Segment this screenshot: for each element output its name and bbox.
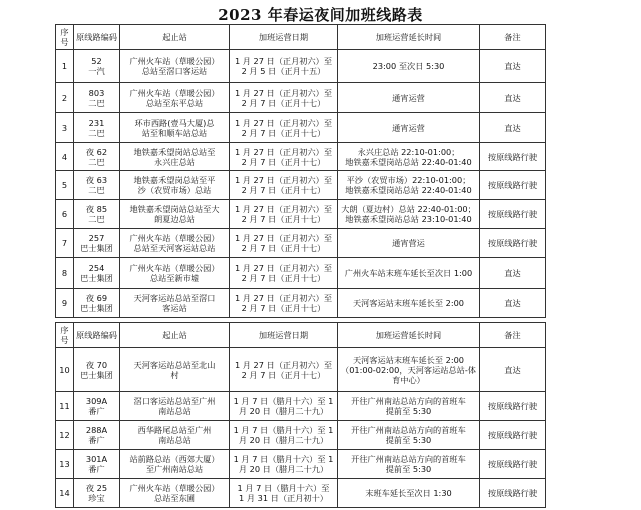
- header-no: 序号: [56, 323, 74, 348]
- extended-hours: 开往广州南站总站方向的首班车 提前至 5:30: [338, 450, 480, 479]
- header-note: 备注: [480, 25, 546, 50]
- route-code: 夜 25 珍宝: [74, 479, 120, 508]
- extended-hours: 天河客运站末班车延长至 2:00 （01:00-02:00，天河客运站总站-体 育中心）: [338, 348, 480, 392]
- route-stops: 西华路尾总站至广州 南站总站: [120, 421, 230, 450]
- route-note: 直达: [480, 83, 546, 113]
- route-code: 288A 番广: [74, 421, 120, 450]
- table-row: [56, 229, 546, 258]
- row-number: 14: [56, 479, 74, 508]
- table-row: [56, 50, 546, 83]
- route-note: 按原线路行驶: [480, 229, 546, 258]
- route-code: 301A 番广: [74, 450, 120, 479]
- service-dates: 1 月 7 日（腊月十六）至 1 月 20 日（腊月二十九）: [230, 421, 338, 450]
- route-note: 按原线路行驶: [480, 421, 546, 450]
- route-code: 803 二巴: [74, 83, 120, 113]
- row-number: 10: [56, 348, 74, 392]
- route-code: 夜 62 二巴: [74, 143, 120, 171]
- extended-hours: 天河客运站末班车延长至 2:00: [338, 289, 480, 318]
- service-dates: 1 月 27 日（正月初六）至 2 月 7 日（正月十七）: [230, 113, 338, 143]
- row-number: 13: [56, 450, 74, 479]
- extended-hours: 永兴庄总站 22:10-01:00； 地铁嘉禾望岗站总站 22:40-01:40: [338, 143, 480, 171]
- route-code: 231 二巴: [74, 113, 120, 143]
- route-code: 254 巴士集团: [74, 258, 120, 289]
- header-code: 原线路编码: [74, 25, 120, 50]
- page-title: 2023 年春运夜间加班线路表: [218, 6, 423, 24]
- extended-hours: 通宵运营: [338, 113, 480, 143]
- row-number: 3: [56, 113, 74, 143]
- route-note: 按原线路行驶: [480, 171, 546, 200]
- header-code: 原线路编码: [74, 323, 120, 348]
- route-code: 夜 69 巴士集团: [74, 289, 120, 318]
- service-dates: 1 月 27 日（正月初六）至 2 月 7 日（正月十七）: [230, 289, 338, 318]
- row-number: 8: [56, 258, 74, 289]
- route-stops: 滘口客运站总站至广州 南站总站: [120, 392, 230, 421]
- route-stops: 环市西路(壹马大厦)总 站至和顺车站总站: [120, 113, 230, 143]
- route-note: 按原线路行驶: [480, 392, 546, 421]
- route-stops: 广州火车站（草暖公园） 总站至天河客运站总站: [120, 229, 230, 258]
- schedule-table-1: [55, 24, 546, 318]
- table-row: [56, 83, 546, 113]
- extended-hours: 开往广州南站总站方向的首班车 提前至 5:30: [338, 392, 480, 421]
- route-stops: 天河客运站总站至北山 村: [120, 348, 230, 392]
- service-dates: 1 月 27 日（正月初六）至 2 月 7 日（正月十七）: [230, 258, 338, 289]
- table-header-row: [56, 323, 546, 348]
- service-dates: 1 月 7 日（腊月十六）至 1 月 31 日（正月初十）: [230, 479, 338, 508]
- route-stops: 广州火车站（草暖公园） 总站至新市墟: [120, 258, 230, 289]
- header-stops: 起止站: [120, 323, 230, 348]
- service-dates: 1 月 27 日（正月初六）至 2 月 7 日（正月十七）: [230, 143, 338, 171]
- service-dates: 1 月 27 日（正月初六）至 2 月 7 日（正月十七）: [230, 200, 338, 229]
- extended-hours: 平沙（农贸市场）22:10-01:00； 地铁嘉禾望岗站总站 22:40-01:40: [338, 171, 480, 200]
- route-note: 直达: [480, 258, 546, 289]
- route-stops: 广州火车站（草暖公园） 总站至东平总站: [120, 83, 230, 113]
- table-row: [56, 348, 546, 392]
- row-number: 11: [56, 392, 74, 421]
- route-stops: 广州火车站（草暖公园） 总站至东圃: [120, 479, 230, 508]
- header-dates: 加班运营日期: [230, 323, 338, 348]
- route-note: 按原线路行驶: [480, 200, 546, 229]
- route-stops: 地铁嘉禾望岗站总站至 永兴庄总站: [120, 143, 230, 171]
- header-extension: 加班运营延长时间: [338, 323, 480, 348]
- extended-hours: 广州火车站末班车延长至次日 1:00: [338, 258, 480, 289]
- route-code: 夜 85 二巴: [74, 200, 120, 229]
- route-stops: 站前路总站（西郊大厦） 至广州南站总站: [120, 450, 230, 479]
- route-code: 夜 70 巴士集团: [74, 348, 120, 392]
- table-row: [56, 421, 546, 450]
- route-note: 直达: [480, 348, 546, 392]
- route-code: 257 巴士集团: [74, 229, 120, 258]
- row-number: 4: [56, 143, 74, 171]
- row-number: 7: [56, 229, 74, 258]
- table-row: [56, 450, 546, 479]
- table-row: [56, 479, 546, 508]
- route-stops: 地铁嘉禾望岗站总站至大 朗夏边总站: [120, 200, 230, 229]
- service-dates: 1 月 27 日（正月初六）至 2 月 7 日（正月十七）: [230, 348, 338, 392]
- row-number: 12: [56, 421, 74, 450]
- row-number: 5: [56, 171, 74, 200]
- extended-hours: 通宵营运: [338, 229, 480, 258]
- header-extension: 加班运营延长时间: [338, 25, 480, 50]
- extended-hours: 末班车延长至次日 1:30: [338, 479, 480, 508]
- route-stops: 天河客运站总站至滘口 客运站: [120, 289, 230, 318]
- route-stops: 地铁嘉禾望岗总站至平 沙（农贸市场）总站: [120, 171, 230, 200]
- extended-hours: 通宵运营: [338, 83, 480, 113]
- table-row: [56, 113, 546, 143]
- route-code: 52 一汽: [74, 50, 120, 83]
- header-note: 备注: [480, 323, 546, 348]
- route-note: 按原线路行驶: [480, 479, 546, 508]
- route-note: 按原线路行驶: [480, 450, 546, 479]
- row-number: 1: [56, 50, 74, 83]
- header-no: 序号: [56, 25, 74, 50]
- table-row: [56, 171, 546, 200]
- header-stops: 起止站: [120, 25, 230, 50]
- route-note: 按原线路行驶: [480, 143, 546, 171]
- schedule-table-2: [55, 322, 546, 508]
- table-header-row: [56, 25, 546, 50]
- service-dates: 1 月 7 日（腊月十六）至 1 月 20 日（腊月二十九）: [230, 392, 338, 421]
- extended-hours: 大朗（夏边村）总站 22:40-01:00； 地铁嘉禾望岗站总站 23:10-01:40: [338, 200, 480, 229]
- route-note: 直达: [480, 50, 546, 83]
- table-row: [56, 200, 546, 229]
- route-code: 夜 63 二巴: [74, 171, 120, 200]
- route-note: 直达: [480, 289, 546, 318]
- table-row: [56, 143, 546, 171]
- row-number: 9: [56, 289, 74, 318]
- header-dates: 加班运营日期: [230, 25, 338, 50]
- table-row: [56, 392, 546, 421]
- service-dates: 1 月 7 日（腊月十六）至 1 月 20 日（腊月二十九）: [230, 450, 338, 479]
- table-row: [56, 258, 546, 289]
- service-dates: 1 月 27 日（正月初六）至 2 月 5 日（正月十五）: [230, 50, 338, 83]
- row-number: 6: [56, 200, 74, 229]
- route-stops: 广州火车站（草暖公园） 总站至滘口客运站: [120, 50, 230, 83]
- route-code: 309A 番广: [74, 392, 120, 421]
- service-dates: 1 月 27 日（正月初六）至 2 月 7 日（正月十七）: [230, 171, 338, 200]
- row-number: 2: [56, 83, 74, 113]
- extended-hours: 开往广州南站总站方向的首班车 提前至 5:30: [338, 421, 480, 450]
- route-note: 直达: [480, 113, 546, 143]
- service-dates: 1 月 27 日（正月初六）至 2 月 7 日（正月十七）: [230, 83, 338, 113]
- table-row: [56, 289, 546, 318]
- service-dates: 1 月 27 日（正月初六）至 2 月 7 日（正月十七）: [230, 229, 338, 258]
- extended-hours: 23:00 至次日 5:30: [338, 50, 480, 83]
